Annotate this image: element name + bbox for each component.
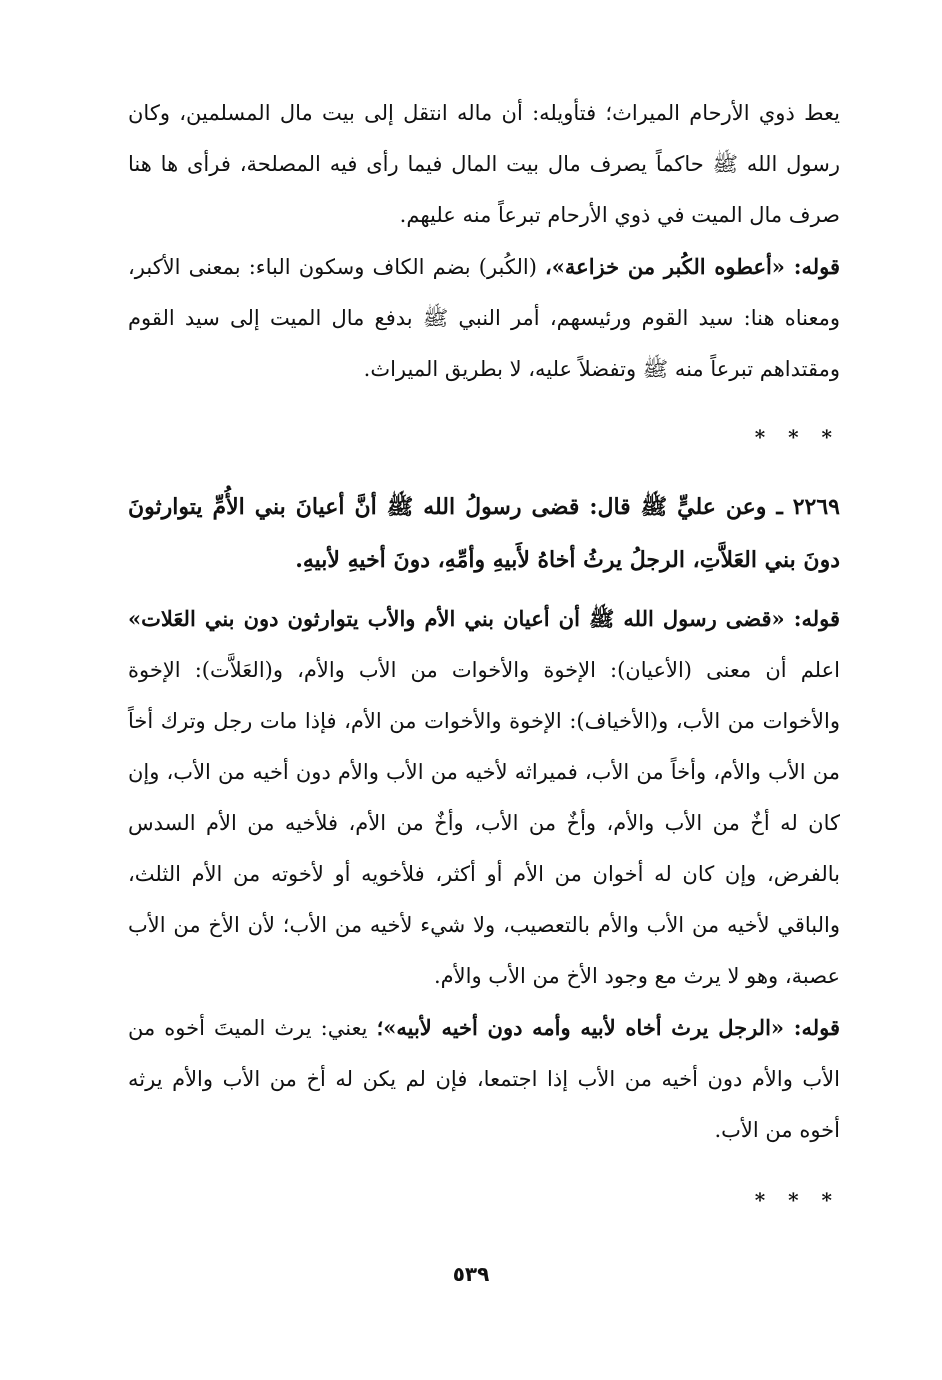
commentary-text: يعني: يرث الميتَ أخوه من الأب والأم دون أخيه من الأب إذا اجتمعا، فإن لم يكن له أخ من الأب والأم يرثه أخوه من الأب. <box>128 1016 840 1142</box>
section-divider: * * * <box>754 1188 840 1212</box>
commentary-text: (الكُبر) بضم الكاف وسكون الباء: بمعنى الأكبر، ومعناه هنا: سيد القوم ورئيسهم، أمر النبي ﷺ بدفع مال الميت إلى سيد القوم ومقتداهم تبرعاً منه ﷺ وتفضلاً عليه، لا بطريق الميراث. <box>128 255 840 381</box>
paragraph-3 <box>128 593 840 1002</box>
page-body <box>128 88 840 1220</box>
paragraph-2 <box>128 241 840 395</box>
quote-lead: قوله: «قضى رسول الله ﷺ أن أعيان بني الأم والأب يتوارثون دون بني العَلات» <box>128 606 840 631</box>
quote-lead: قوله: «الرجل يرث أخاه لأبيه وأمه دون أخيه لأبيه»؛ <box>376 1015 840 1040</box>
commentary-text: اعلم أن معنى (الأعيان): الإخوة والأخوات من الأب والأم، و(العَلاَّت): الإخوة والأخوات من الأب، و(الأخياف): الإخوة والأخوات من الأم، فإذا مات رجل وترك أخاً من الأب والأم، وأخاً من الأب، فميراثه لأخيه من الأب والأم دون أخيه من الأب، وإن كان له أخٌ من الأب والأم، وأخٌ من الأب، وأخٌ من الأم، فلأخيه من الأم السدس بالفرض، وإن كان له أخوان من الأم أو أكثر، فلأخويه أو لأخوته من الأم الثلث، والباقي لأخيه من الأب والأم بالتعصيب، ولا شيء لأخيه من الأب؛ لأن الأخ من الأب عصبة، وهو لا يرث مع وجود الأخ من الأب والأم. <box>128 658 840 988</box>
hadith-text: ٢٢٦٩ ـ وعن عليٍّ ﷺ قال: قضى رسولُ الله ﷺ أنَّ أعيانَ بني الأُمِّ يتوارثونَ دونَ بني العَلاَّتِ، الرجلُ يرثُ أخاهُ لأَبيهِ وأمِّهِ، دونَ أخيهِ لأبيهِ. <box>128 494 840 573</box>
paragraph-4 <box>128 1002 840 1156</box>
quote-lead: قوله: «أعطوه الكُبر من خزاعة»، <box>545 254 840 279</box>
paragraph-1: يعط ذوي الأرحام الميراث؛ فتأويله: أن ماله انتقل إلى بيت مال المسلمين، وكان رسول الله ﷺ حاكماً يصرف مال بيت المال فيما رأى فيه المصلحة، فرأى ها هنا صرف مال الميت في ذوي الأرحام تبرعاً منه عليهم. <box>128 101 840 227</box>
section-divider: * * * <box>754 425 840 449</box>
page-number: ٥٣٩ <box>452 1262 490 1286</box>
